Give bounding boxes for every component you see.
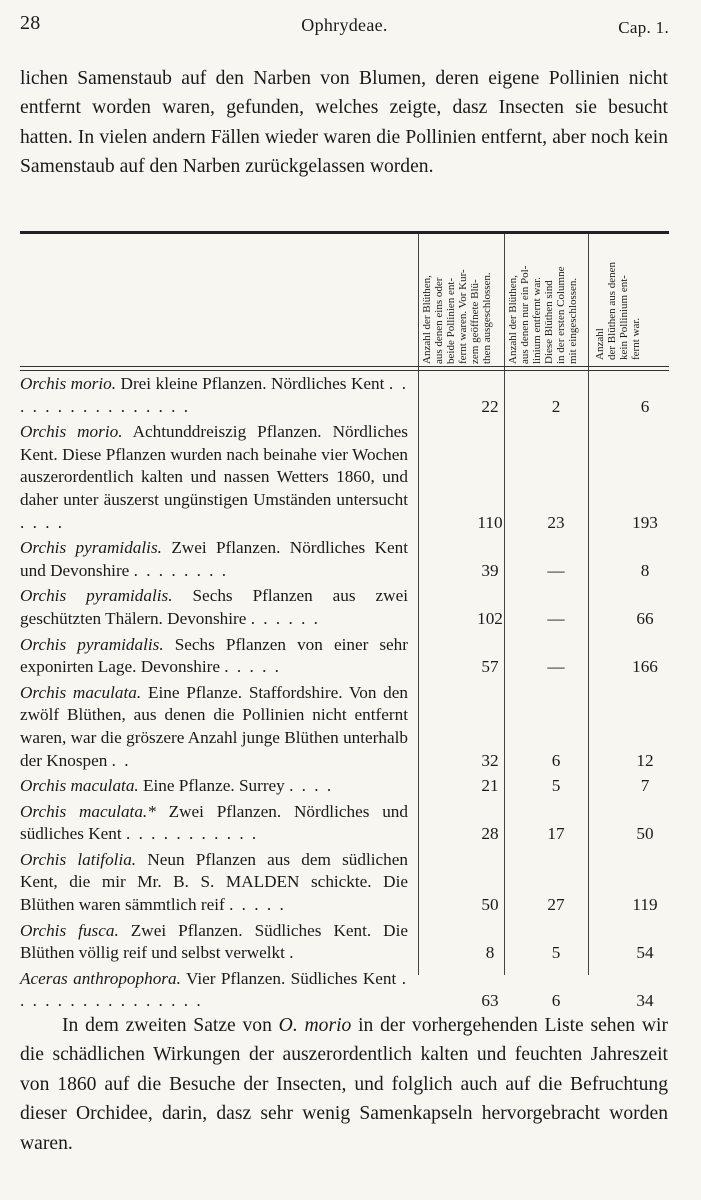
dot-leaders: . . . . . . — [250, 608, 320, 628]
table-row — [20, 775, 670, 798]
row-description — [20, 801, 408, 846]
table-row — [20, 421, 670, 534]
cell-c1: 28 — [481, 824, 499, 844]
row-text: Vier Pflanzen. Südliches Kent — [185, 968, 397, 988]
species-name: Orchis morio. — [20, 374, 117, 393]
cell-c3: 50 — [636, 824, 654, 844]
species-name: Orchis maculata. — [20, 776, 139, 796]
species-name: Orchis morio. — [20, 422, 123, 442]
cell-c1: 57 — [481, 657, 499, 677]
table-row — [20, 968, 670, 1013]
species-name: Orchis fusca. — [20, 920, 119, 940]
cell-c3: 166 — [632, 657, 658, 677]
table-row — [20, 585, 670, 630]
cell-c2: — — [547, 657, 565, 677]
cell-c3: 8 — [640, 560, 650, 580]
dot-leaders: . — [289, 943, 296, 963]
chapter-label: Cap. 1. — [618, 18, 669, 37]
cell-c2: 27 — [547, 895, 565, 915]
page-header — [20, 12, 669, 42]
row-description — [20, 421, 408, 534]
cell-c2: 6 — [551, 750, 561, 770]
cell-c2: 23 — [547, 512, 565, 532]
row-text: Zwei Pflanzen. Nördliches und südliches Kent — [20, 801, 408, 844]
cell-c1: 22 — [481, 396, 499, 416]
observation-table — [20, 373, 670, 1016]
column-header-one-removed: Anzahl der Blüthen, aus denen nur ein Pol- linium entfernt war. Diese Blüthen sind in der ersten Columne mit eingeschlossen. — [507, 265, 579, 364]
cell-c3: 7 — [640, 776, 650, 796]
row-description — [20, 585, 408, 630]
row-text: Eine Pflanze. Surrey — [143, 776, 285, 796]
row-description — [20, 373, 408, 418]
row-description — [20, 682, 408, 772]
table-row — [20, 537, 670, 582]
column-header-none-removed: Anzahl der Blüthen aus denen kein Pollinium ent- fernt war. — [594, 261, 642, 360]
cell-c2: 6 — [551, 991, 561, 1011]
species-name: Orchis maculata.* — [20, 801, 156, 821]
species-name: O. morio — [278, 1015, 352, 1036]
cell-c3: 119 — [632, 895, 658, 915]
running-title: Ophrydeae. — [301, 15, 388, 35]
cell-c3: 193 — [632, 512, 658, 532]
table-top-rule — [20, 231, 669, 234]
dot-leaders: . . — [111, 750, 131, 770]
cell-c2: — — [547, 560, 565, 580]
species-name: Aceras anthropophora. — [20, 968, 181, 988]
row-description — [20, 634, 408, 679]
table-row — [20, 373, 670, 418]
cell-c1: 63 — [481, 991, 499, 1011]
species-name: Orchis maculata. — [20, 682, 142, 702]
closing-text-rest: in der vorhergehenden Liste sehen wir die schädlichen Wirkungen der auszerordentlich kalten und feuchten Jahreszeit von 1860 auf die Besuche der Insecten, und folglich auch auf die Befruchtung dieser Orchidee, darin, dasz sehr wenig Samenkapseln hervorgebracht worden waren. — [20, 1015, 668, 1154]
row-text: Achtunddreiszig Pflanzen. Nördliches Kent. Diese Pflanzen wurden nach beinahe vier Wochen auszerordentlich kalten und nassen Wetters 1860, und daher unter äuszerst ungünstigen Umständen untersucht — [20, 422, 408, 509]
row-description — [20, 968, 408, 1013]
dot-leaders: . . . . . . . . . . . . . . . . — [20, 374, 409, 416]
closing-text-start: In dem zweiten Satze von — [62, 1015, 272, 1036]
dot-leaders: . . . . . . . . . . . — [125, 824, 259, 844]
species-name: Orchis pyramidalis. — [20, 538, 162, 558]
cell-c2: 5 — [551, 776, 561, 796]
cell-c1: 8 — [485, 943, 495, 963]
table-row — [20, 920, 670, 965]
cell-c3: 12 — [636, 750, 654, 770]
row-description — [20, 537, 408, 582]
row-text: Sechs Pflanzen von einer sehr exponirten Lage. Devonshire — [20, 634, 408, 677]
row-text: Eine Pflanze. Staffordshire. Von den zwölf Blüthen, aus denen die Pollinien nicht entfernt waren, war die gröszere Anzahl junge Blüthen unterhalb der Knospen — [20, 682, 408, 770]
table-row — [20, 849, 670, 917]
species-name: Orchis pyramidalis. — [20, 586, 173, 606]
dot-leaders: . . . . . — [229, 895, 286, 915]
row-description — [20, 920, 408, 965]
cell-c1: 102 — [477, 608, 503, 628]
header-rule — [20, 370, 669, 371]
row-description — [20, 849, 408, 917]
cell-c3: 66 — [636, 608, 654, 628]
cell-c2: 17 — [547, 824, 565, 844]
cell-c3: 6 — [640, 396, 650, 416]
cell-c1: 110 — [477, 512, 503, 532]
cell-c3: 54 — [636, 943, 654, 963]
row-text: Drei kleine Pflanzen. Nördliches Kent — [120, 374, 385, 393]
cell-c2: — — [547, 608, 565, 628]
dot-leaders: . . . . . . . . — [133, 560, 229, 580]
row-description — [20, 775, 408, 798]
cell-c2: 2 — [551, 396, 561, 416]
row-text: Zwei Pflanzen. Südliches Kent. Die Blüthen völlig reif und selbst verwelkt — [20, 920, 409, 963]
cell-c1: 32 — [481, 750, 499, 770]
cell-c1: 39 — [481, 560, 499, 580]
cell-c1: 50 — [481, 895, 499, 915]
column-header-removed: Anzahl der Blüthen, aus denen eins oder beide Pollinien ent- fernt waren. Vor Kur- zem geöffnete Blü- then ausgeschlossen. — [421, 269, 493, 364]
header-rule — [20, 366, 669, 367]
table-row — [20, 634, 670, 679]
row-text: Zwei Pflanzen. Nördliches Kent und Devonshire — [20, 538, 408, 580]
dot-leaders: . . . . — [289, 776, 334, 796]
page-number: 28 — [20, 12, 41, 34]
dot-leaders: . . . . . — [224, 657, 281, 677]
cell-c2: 5 — [551, 943, 561, 963]
table-row — [20, 801, 670, 846]
table-row — [20, 682, 670, 772]
closing-paragraph — [20, 1011, 668, 1158]
species-name: Orchis latifolia. — [20, 849, 137, 869]
cell-c1: 21 — [481, 776, 499, 796]
dot-leaders: . . . . — [20, 512, 65, 532]
dot-leaders: . . . . . . . . . . . . . . . . — [20, 968, 408, 1011]
row-text: Neun Pflanzen aus dem südlichen Kent, die mir Mr. B. S. MALDEN schickte. Die Blüthen waren sämmtlich reif — [20, 849, 408, 915]
species-name: Orchis pyramidalis. — [20, 634, 164, 654]
intro-paragraph: lichen Samenstaub auf den Narben von Blumen, deren eigene Pollinien nicht entfernt worden waren, gefunden, welches zeigte, dasz Insecten sie besucht hatten. In vielen andern Fällen wieder waren die Pollinien entfernt, aber noch kein Samenstaub auf den Narben zurückgelassen worden. — [20, 68, 668, 178]
row-text: Sechs Pflanzen aus zwei geschützten Thälern. Devonshire — [20, 586, 408, 628]
cell-c3: 34 — [636, 991, 654, 1011]
